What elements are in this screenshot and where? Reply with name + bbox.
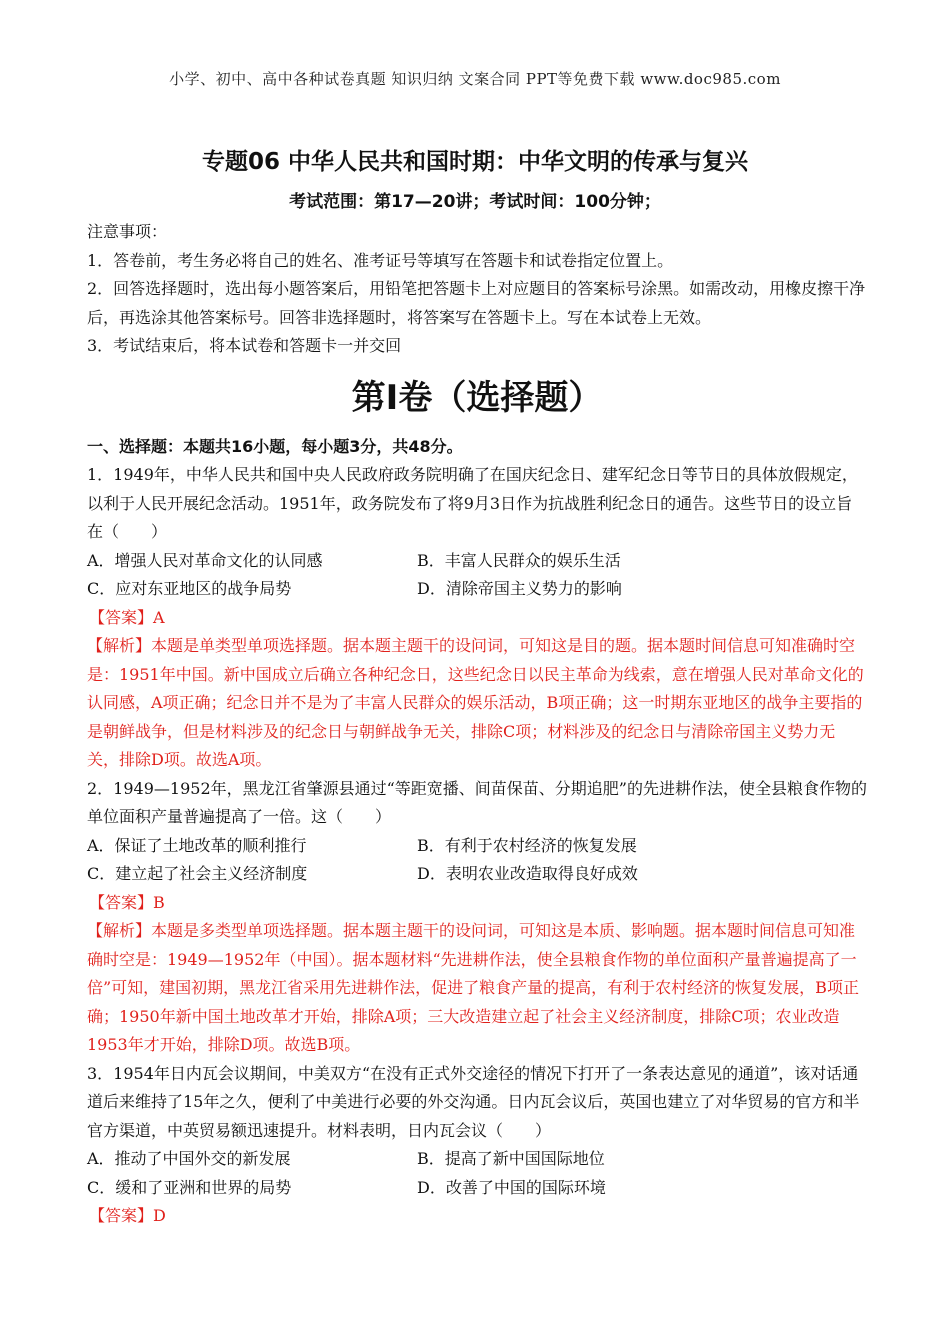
question-options	[87, 832, 867, 889]
question-stem: 2．1949—1952年，黑龙江省肇源县通过“等距宽播、间苗保苗、分期追肥”的先进耕作法，使全县粮食作物的单位面积产量普遍提高了一倍。这（ ）	[87, 778, 867, 826]
question-stem: 3．1954年日内瓦会议期间，中美双方“在没有正式外交途径的情况下打开了一条表达意见的通道”，该对话通道后来维持了15年之久，便利了中美进行必要的外交沟通。日内瓦会议后，英国也建立了对华贸易的官方和半官方渠道，中英贸易额迅速提升。材料表明，日内瓦会议（ ）	[87, 1063, 860, 1140]
option-d: D．清除帝国主义势力的影响	[417, 579, 622, 598]
note-item: 1．答卷前，考生务必将自己的姓名、准考证号等填写在答题卡和试卷指定位置上。	[87, 250, 674, 270]
option-b: B．丰富人民群众的娱乐生活	[417, 550, 621, 570]
option-a: A．推动了中国外交的新发展	[87, 1149, 291, 1168]
option-a: A．增强人民对革命文化的认同感	[87, 550, 323, 570]
note-item: 2．回答选择题时，选出每小题答案后，用铅笔把答题卡上对应题目的答案标号涂黑。如需改动，用橡皮擦干净后，再选涂其他答案标号。回答非选择题时，将答案写在答题卡上。写在本试卷上无效。	[87, 279, 866, 327]
exam-scope: 考试范围：第17—20讲；考试时间：100分钟；	[289, 192, 661, 212]
analysis: 【解析】本题是单类型单项选择题。据本题主题干的设问词，可知这是目的题。据本题时间信息可知准确时空是：1951年中国。新中国成立后确立各种纪念日，这些纪念日以民主革命为线索，意在增强人民对革命文化的认同感，A项正确；纪念日并不是为了丰富人民群众的娱乐活动，B项正确；这一时期东亚地区的战争主要指的是朝鲜战争，但是材料涉及的纪念日与朝鲜战争无关，排除C项；材料涉及的纪念日与清除帝国主义势力无关，排除D项。故选A项。	[87, 636, 864, 769]
analysis: 【解析】本题是多类型单项选择题。据本题主题干的设问词，可知这是本质、影响题。据本题时间信息可知准确时空是：1949—1952年（中国）。据本题材料“先进耕作法，使全县粮食作物的单位面积产量普遍提高了一倍”可知，建国初期，黑龙江省采用先进耕作法，促进了粮食产量的提高，有利于农村经济的恢复发展，B项正确；1950年新中国土地改革才开始，排除A项；三大改造建立起了社会主义经济制度，排除C项；农业改造1953年才开始，排除D项。故选B项。	[87, 921, 859, 1054]
question-stem: 1．1949年，中华人民共和国中央人民政府政务院明确了在国庆纪念日、建军纪念日等节日的具体放假规定，以利于人民开展纪念活动。1951年，政务院发布了将9月3日作为抗战胜利纪念日的通告。这些节日的设立旨在（ ）	[87, 465, 858, 541]
option-b: B．提高了新中国国际地位	[417, 1149, 605, 1168]
option-d: D．改善了中国的国际环境	[417, 1177, 606, 1197]
option-d: D．表明农业改造取得良好成效	[417, 864, 638, 883]
note-item: 3．考试结束后，将本试卷和答题卡一并交回	[87, 336, 402, 355]
volume-title: 第I卷（选择题）	[351, 377, 603, 418]
page-title: 专题06 中华人民共和国时期：中华文明的传承与复兴	[201, 149, 748, 175]
section-title: 一、选择题：本题共16小题，每小题3分，共48分。	[87, 436, 463, 456]
option-c: C．建立起了社会主义经济制度	[87, 864, 308, 883]
question-options	[87, 547, 867, 604]
option-b: B．有利于农村经济的恢复发展	[417, 835, 637, 855]
page-header: 小学、初中、高中各种试卷真题 知识归纳 文案合同 PPT等免费下载 www.doc985.com	[169, 70, 781, 88]
answer: 【答案】A	[89, 607, 165, 627]
option-c: C．应对东亚地区的战争局势	[87, 579, 292, 598]
document-body	[87, 218, 867, 1231]
answer: 【答案】B	[89, 892, 165, 912]
answer: 【答案】D	[89, 1206, 166, 1225]
question-options	[87, 1145, 867, 1202]
option-a: A．保证了土地改革的顺利推行	[87, 835, 307, 855]
option-c: C．缓和了亚洲和世界的局势	[87, 1177, 292, 1197]
notes-heading: 注意事项：	[87, 222, 168, 241]
